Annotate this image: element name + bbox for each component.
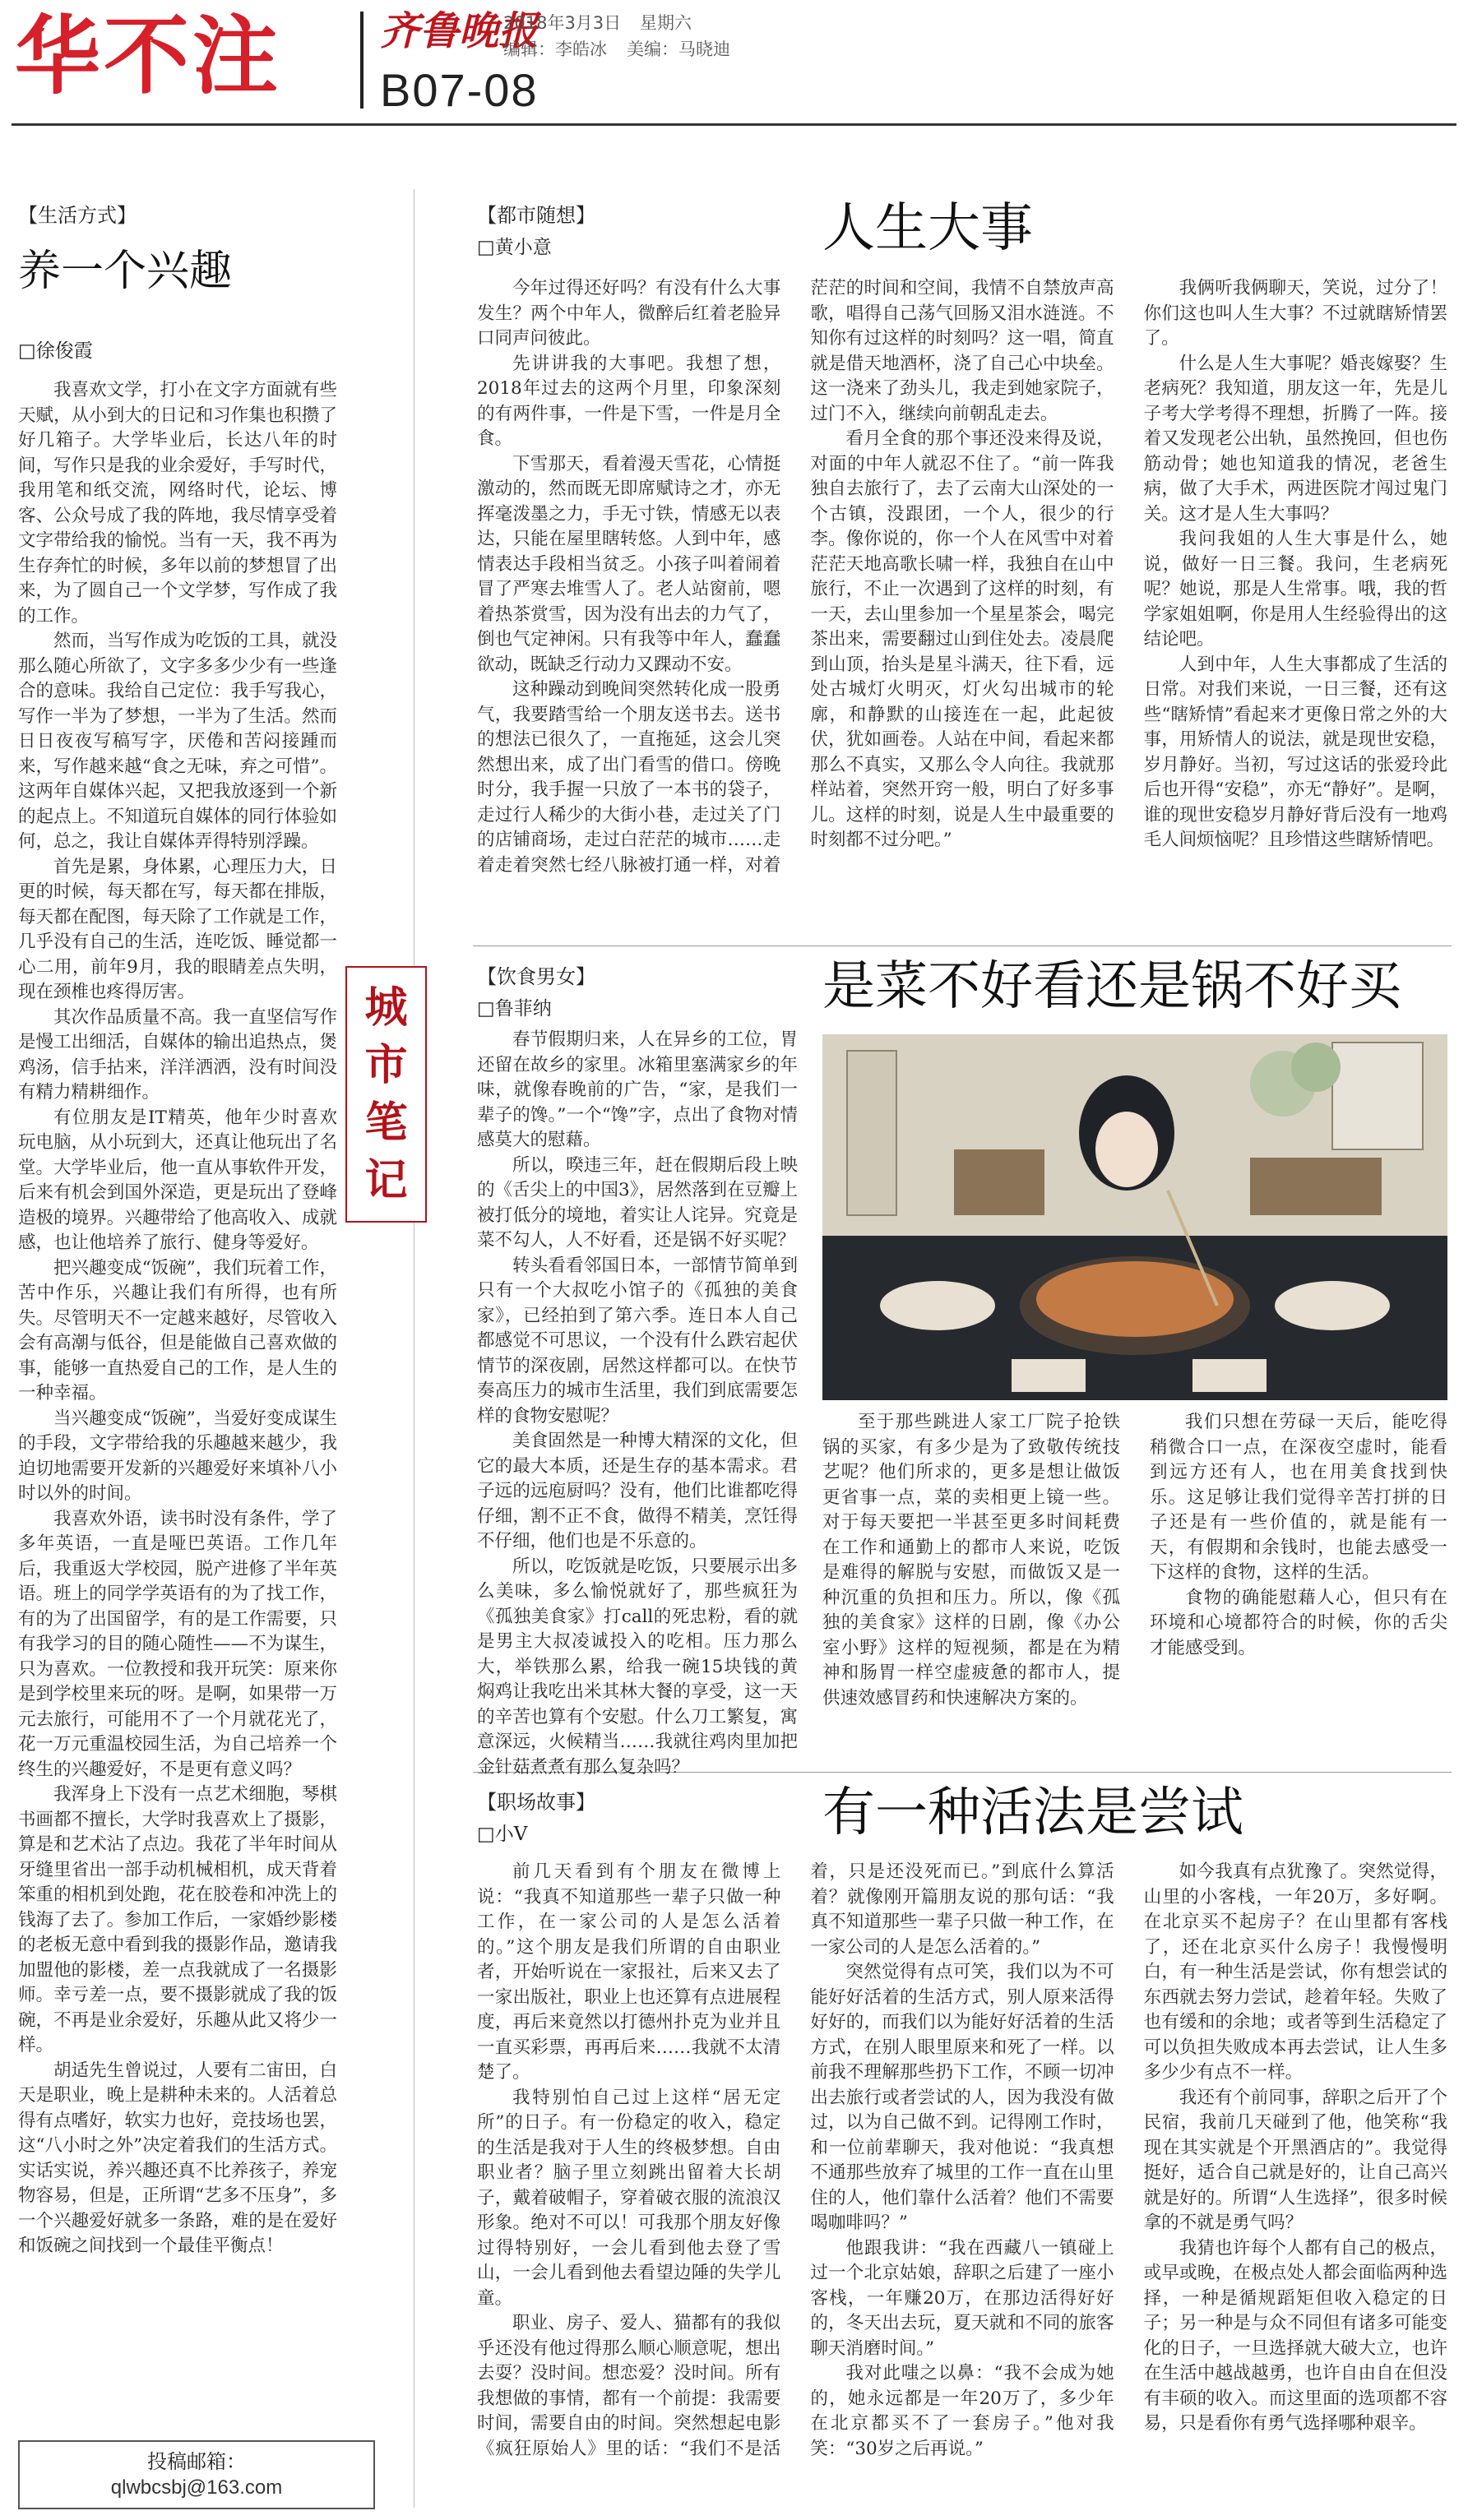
designer-credit: 美编：马晓迪: [627, 39, 730, 59]
submission-contact-box: [18, 2440, 375, 2509]
headline-food: 是菜不好看还是锅不好买: [822, 956, 1401, 1017]
body-hobby: 我喜欢文学，打小在文字方面就有些天赋，从小到大的日记和习作集也积攒了好几箱子。大学毕业后，长达八年的时间，写作只是我的业余爱好，手写时代，我用笔和纸交流，网络时代，论坛、博客、公众号成了我的阵地，我尽情享受着文字带给我的愉悦。当有一天，我不再为生存奔忙的时候，多年以前的梦想冒了出来，为了圆自己一个文学梦，写作成了我的工作。 然而，当写作成为吃饭的工具，就没那么随心所欲了，文字多多少少有一些逢合的意味。我给自己定位：我手写我心，写作一半为了梦想，一半为了生活。然而日日夜夜写稿写字，厌倦和苦闷接踵而来，写作越来越“食之无味，弃之可惜”。这两年自媒体兴起，又把我放逐到一个新的起点上。不知道玩自媒体的同行体验如何，总之，我让自媒体弄得特别浮躁。 首先是累，身体累，心理压力大，日更的时候，每天都在写，每天都在排版，每天都在配图，每天除了工作就是工作，几乎没有自己的生活，连吃饭、睡觉都一心二用，前年9月，我的眼睛差点失明，现在颈椎也疼得厉害。 其次作品质量不高。我一直坚信写作是慢工出细活，自媒体的输出追热点，煲鸡汤，信手拈来，洋洋洒洒，没有时间没有精力精耕细作。 有位朋友是IT精英，他年少时喜欢玩电脑，从小玩到大，还真让他玩出了名堂。大学毕业后，他一直从事软件开发，后来有机会到国外深造，更是玩出了登峰造极的境界。兴趣带给了他高收入、成就感，也让他培养了旅行、健身等爱好。 把兴趣变成“饭碗”，我们玩着工作，苦中作乐，兴趣让我们有所得，也有所失。尽管明天不一定越来越好，尽管收入会有高潮与低谷，但是能做自己喜欢做的事，能够一直热爱自己的工作，是人生的一种幸福。 当兴趣变成“饭碗”，当爱好变成谋生的手段，文字带给我的乐趣越来越少，我迫切地需要开发新的兴趣爱好来填补八小时以外的时间。 我喜欢外语，读书时没有条件，学了多年英语，一直是哑巴英语。工作几年后，我重返大学校园，脱产进修了半年英语。班上的同学学英语有的为了找工作，有的为了出国留学，有的是工作需要，只有我学习的目的随心随性——不为谋生，只为喜欢。一位教授和我开玩笑：原来你是到学校里来玩的呀。是啊，如果带一万元去旅行，可能用不了一个月就花光了，花一万元重温校园生活，为自己培养一个终生的兴趣爱好，不是更有意义吗？ 我浑身上下没有一点艺术细胞，琴棋书画都不擅长，大学时我喜欢上了摄影，算是和艺术沾了点边。我花了半年时间从牙缝里省出一部手动机械相机，成天背着笨重的相机到处跑，花在胶卷和冲洗上的钱海了去了。参加工作后，一家婚纱影楼的老板无意中看到我的摄影作品，邀请我加盟他的影楼，差一点我就成了一名摄影师。幸亏差一点，要不摄影就成了我的饭碗，不再是业余爱好，乐趣从此又将少一样。 胡适先生曾说过，人要有二宙田，白天是职业，晚上是耕种未来的。人活着总得有点嗜好，软实力也好，竞技场也罢，这“八小时之外”决定着我们的生活方式。实话实说，养兴趣还真不比养孩子，养宠物容易，但是，正所谓“艺多不压身”，多一个兴趣爱好就多一条路，难的是在爱好和饭碗之间找到一个最佳平衡点！: [18, 380, 337, 2256]
submission-email[interactable]: qlwbcsbj@163.com: [110, 2476, 283, 2499]
byline-career: □小V: [477, 1824, 528, 1845]
byline-food: □鲁菲纳: [477, 998, 552, 1020]
body-life: 今年过得还好吗？有没有什么大事发生？两个中年人，微醉后红着老脸异口同声问彼此。 先讲讲我的大事吧。我想了想，2018年过去的这两个月里，印象深刻的有两件事，一件是下雪，一件是月全食。 下雪那天，看着漫天雪花，心情挺激动的，然而既无即席赋诗之才，亦无挥毫泼墨之力，手无寸铁，情感无以表达，只能在屋里瞎转悠。人到中年，感情表达手段相当贫乏。小孩子叫着闹着冒了严寒去堆雪人了。老人站窗前，嗯着热茶赏雪，因为没有出去的力气了，倒也气定神闲。只有我等中年人，蠢蠢欲动，既缺乏行动力又踝动不安。 这种躁动到晚间突然转化成一股勇气，我要踏雪给一个朋友送书去。送书的想法已很久了，一直拖延，这会儿突然想出来，成了出门看雪的借口。傍晚时分，我手握一只放了一本书的袋子，走过行人稀少的大街小巷，走过关了门的店铺商场，走过白茫茫的城市……走着走着突然七经八脉被打通一样，对着茫茫的时间和空间，我情不自禁放声高歌，唱得自己荡气回肠又泪水涟涟。不知你有过这样的时刻吗？这一唱，简直就是借天地酒杯，浇了自己心中块垒。这一浇来了劲头儿，我走到她家院子，过门不入，继续向前朝乱走去。 看月全食的那个事还没来得及说，对面的中年人就忍不住了。“前一阵我独自去旅行了，去了云南大山深处的一个古镇，没跟团，一个人，很少的行李。像你说的，你一个人在风雪中对着茫茫天地高歌长啸一样，我独自在山中旅行，不止一次遇到了这样的时刻，有一天，去山里参加一个星星茶会，喝完茶出来，需要翻过山到住处去。凌晨爬到山顶，抬头是星斗满天，往下看，远处古城灯火明灭，灯火勾出城市的轮廓，和静默的山接连在一起，此起彼伏，犹如画卷。人站在中间，看起来都那么不真实，又那么令人向往。我就那样站着，突然开窍一般，明白了好多事儿。这样的时刻，说是人生中最重要的时刻都不过分吧。” 我俩听我俩聊天，笑说，过分了！你们这也叫人生大事？不过就瞎矫情罢了。 什么是人生大事呢？婚丧嫁娶？生老病死？我知道，朋友这一年，先是儿子考大学考得不理想，折腾了一阵。接着又发现老公出轨，虽然挽回，但也伤筋动骨；她也知道我的情况，老爸生病，做了大手术，两进医院才闯过鬼门关。这才是人生大事吗？ 我问我姐的人生大事是什么，她说，做好一日三餐。我问，生老病死呢？她说，那是人生常事。哦，我的哲学家姐姐啊，你是用人生经验得出的这结论吧。 人到中年，人生大事都成了生活的日常。对我们来说，一日三餐，还有这些“瞎矫情”看起来才更像日常之外的大事，用矫情人的说法，就是现世安稳，岁月静好。当初，写过这话的张爱玲此后也开得“安稳”，亦无“静好”。是啊，谁的现世安稳岁月静好背后没有一地鸡毛人间烦恼呢？且珍惜这些瞎矫情吧。: [477, 278, 1447, 876]
headline-career: 有一种活法是尝试: [822, 1782, 1243, 1843]
section-brand-title: 华不注: [15, 6, 282, 106]
column-seal-city-notes: 城市笔记: [345, 966, 427, 1223]
illustration-svg: [822, 1034, 1447, 1400]
section-label-lifestyle: 【生活方式】: [18, 204, 137, 227]
masthead-divider: [360, 12, 364, 109]
submission-label: 投稿邮箱：: [147, 2450, 246, 2473]
section-label-food: 【饮食男女】: [477, 965, 595, 988]
editor-credit: 编辑：李皓冰: [503, 39, 607, 59]
issue-date: 2018年3月3日: [503, 13, 622, 33]
body-food-col1: 春节假期归来，人在异乡的工位，胃还留在故乡的家里。冰箱里塞满家乡的年味，就像春晚前的广告，“家，是我们一辈子的馋。”一个“馋”字，点出了食物对情感莫大的慰藉。 所以，暌违三年，赶在假期后段上映的《舌尖上的中国3》，居然落到在豆瓣上被打低分的境地，着实让人诧异。究竟是菜不勾人，人不好看，还是锅不好买呢？ 转头看看邻国日本，一部情节简单到只有一个大叔吃小馆子的《孤独的美食家》，已经拍到了第六季。连日本人自己都感觉不可思议，一个没有什么跌宕起伏情节的深夜剧，居然这样都可以。在快节奏高压力的城市生活里，我们到底需要怎样的食物安慰呢？ 美食固然是一种博大精深的文化，但它的最大本质，还是生存的基本需求。君子远的远庖厨吗？没有，他们比谁都吃得仔细，割不正不食，做得不精美，烹饪得不仔细，他们也是不乐意的。 所以，吃饭就是吃饭，只要展示出多么美味，多么愉悦就好了，那些疯狂为《孤独美食家》打call的死忠粉，看的就是男主大叔凌诚投入的吃相。压力那么大，举铁那么累，给我一碗15块钱的黄焖鸡让我吃出米其林大餐的享受，这一天的辛苦也算有个安慰。什么刀工繁复，寓意深远，火候精当……我就往鸡肉里加把金针菇煮煮有那么复杂吗？: [477, 1029, 798, 1778]
byline-hobby: □徐俊霞: [18, 340, 93, 362]
issue-weekday: 星期六: [640, 13, 692, 33]
section-label-city-thoughts: 【都市随想】: [477, 204, 595, 227]
body-career: 前几天看到有个朋友在微博上说：“我真不知道那些一辈子只做一种工作，在一家公司的人是怎么活着的。”这个朋友是我们所谓的自由职业者，开始听说在一家报社，后来又去了一家出版社，职业上也还算有点进展程度，再后来竟然以打德州扑克为业并且一直买彩票，再再后来……我就不太清楚了。 我特别怕自己过上这样“居无定所”的日子。有一份稳定的收入，稳定的生活是我对于人生的终极梦想。自由职业者？脑子里立刻跳出留着大长胡子，戴着破帽子，穿着破衣服的流浪汉形象。绝对不可以！可我那个朋友好像过得特别好，一会儿看到他去登了雪山，一会儿看到他去看望边陲的失学儿童。 职业、房子、爱人、猫都有的我似乎还没有他过得那么顺心顺意呢，想出去耍？没时间。想恋爱？没时间。所有我想做的事情，都有一个前提：我需要时间，需要自由的时间。突然想起电影《疯狂原始人》里的话：“我们不是活着，只是还没死而已。”到底什么算活着？就像刚开篇朋友说的那句话：“我真不知道那些一辈子只做一种工作，在一家公司的人是怎么活着的。” 突然觉得有点可笑，我们以为不可能好好活着的生活方式，别人原来活得好好的，而我们以为能好好活着的生活方式，在别人眼里原来和死了一样。以前我不理解那些扔下工作，不顾一切冲出去旅行或者尝试的人，因为我没有做过，以为自己做不到。记得刚工作时，和一位前辈聊天，我对他说：“我真想不通那些放弃了城里的工作一直在山里住的人，他们靠什么活着？他们不需要喝咖啡吗？” 他跟我讲：“我在西藏八一镇碰上过一个北京姑娘，辞职之后建了一座小客栈，一年赚20万，在那边活得好好的，冬天出去玩，夏天就和不同的旅客聊天消磨时间。” 我对此嗤之以鼻：“我不会成为她的，她永远都是一年20万了，多少年在北京都买不了一套房子。”他对我笑：“30岁之后再说。” 如今我真有点犹豫了。突然觉得，山里的小客栈，一年20万，多好啊。在北京买不起房子？在山里都有客栈了，还在北京买什么房子！我慢慢明白，有一种生活是尝试，你有想尝试的东西就去努力尝试，趁着年轻。失败了也有缓和的余地；或者等到生活稳定了可以负担失败成本再去尝试，让人生多多少少有点不一样。 我还有个前同事，辞职之后开了个民宿，我前几天碰到了他，他笑称“我现在其实就是个开黑酒店的”。我觉得挺好，适合自己就是好的，让自己高兴就是好的。所谓“人生选择”，很多时候拿的不就是勇气吗？ 我猜也许每个人都有自己的极点，或早或晚，在极点处人都会面临两种选择，一种是循规蹈矩但收入稳定的日子；另一种是与众不同但有诸多可能变化的日子，一旦选择就大破大立，也许在生活中越战越勇，也许自由自在但没有丰硕的收入。而这里面的选项都不容易，只是看你有勇气选择哪种艰辛。: [477, 1861, 1447, 2459]
woman-eating-hotpot-illustration: [822, 1034, 1447, 1400]
headline-hobby: 养一个兴趣: [18, 247, 233, 296]
section-label-workplace: 【职场故事】: [477, 1791, 595, 1814]
masthead-rule: [12, 123, 1456, 126]
newspaper-logo: 齐鲁晚报: [380, 8, 539, 54]
page-number: B07-08: [380, 64, 539, 116]
headline-life: 人生大事: [822, 198, 1033, 259]
body-food-col2: 至于那些跳进人家工厂院子抢铁锅的买家，有多少是为了致敬传统技艺呢？他们所求的，更多是想让做饭更省事一点，菜的卖相更上镜一些。对于每天要把一半甚至更多时间耗费在工作和通勤上的都市人来说，吃饭是难得的解脱与安慰，而做饭又是一种沉重的负担和压力。所以，像《孤独的美食家》这样的日剧，像《办公室小野》这样的短视频，都是在为精神和肠胃一样空虚疲惫的都市人，提供速效感冒药和快速解决方案的。 我们只想在劳碌一天后，能吃得稍微合口一点，在深夜空虚时，能看到远方还有人，也在用美食找到快乐。这足够让我们觉得辛苦打拼的日子还是有一些价值的，就是能有一天，有假期和余钱时，也能去感受一下这样的食物，这样的生活。 食物的确能慰藉人心，但只有在环境和心境都符合的时候，你的舌尖才能感受到。: [822, 1412, 1447, 1709]
byline-life: □黄小意: [477, 237, 552, 258]
